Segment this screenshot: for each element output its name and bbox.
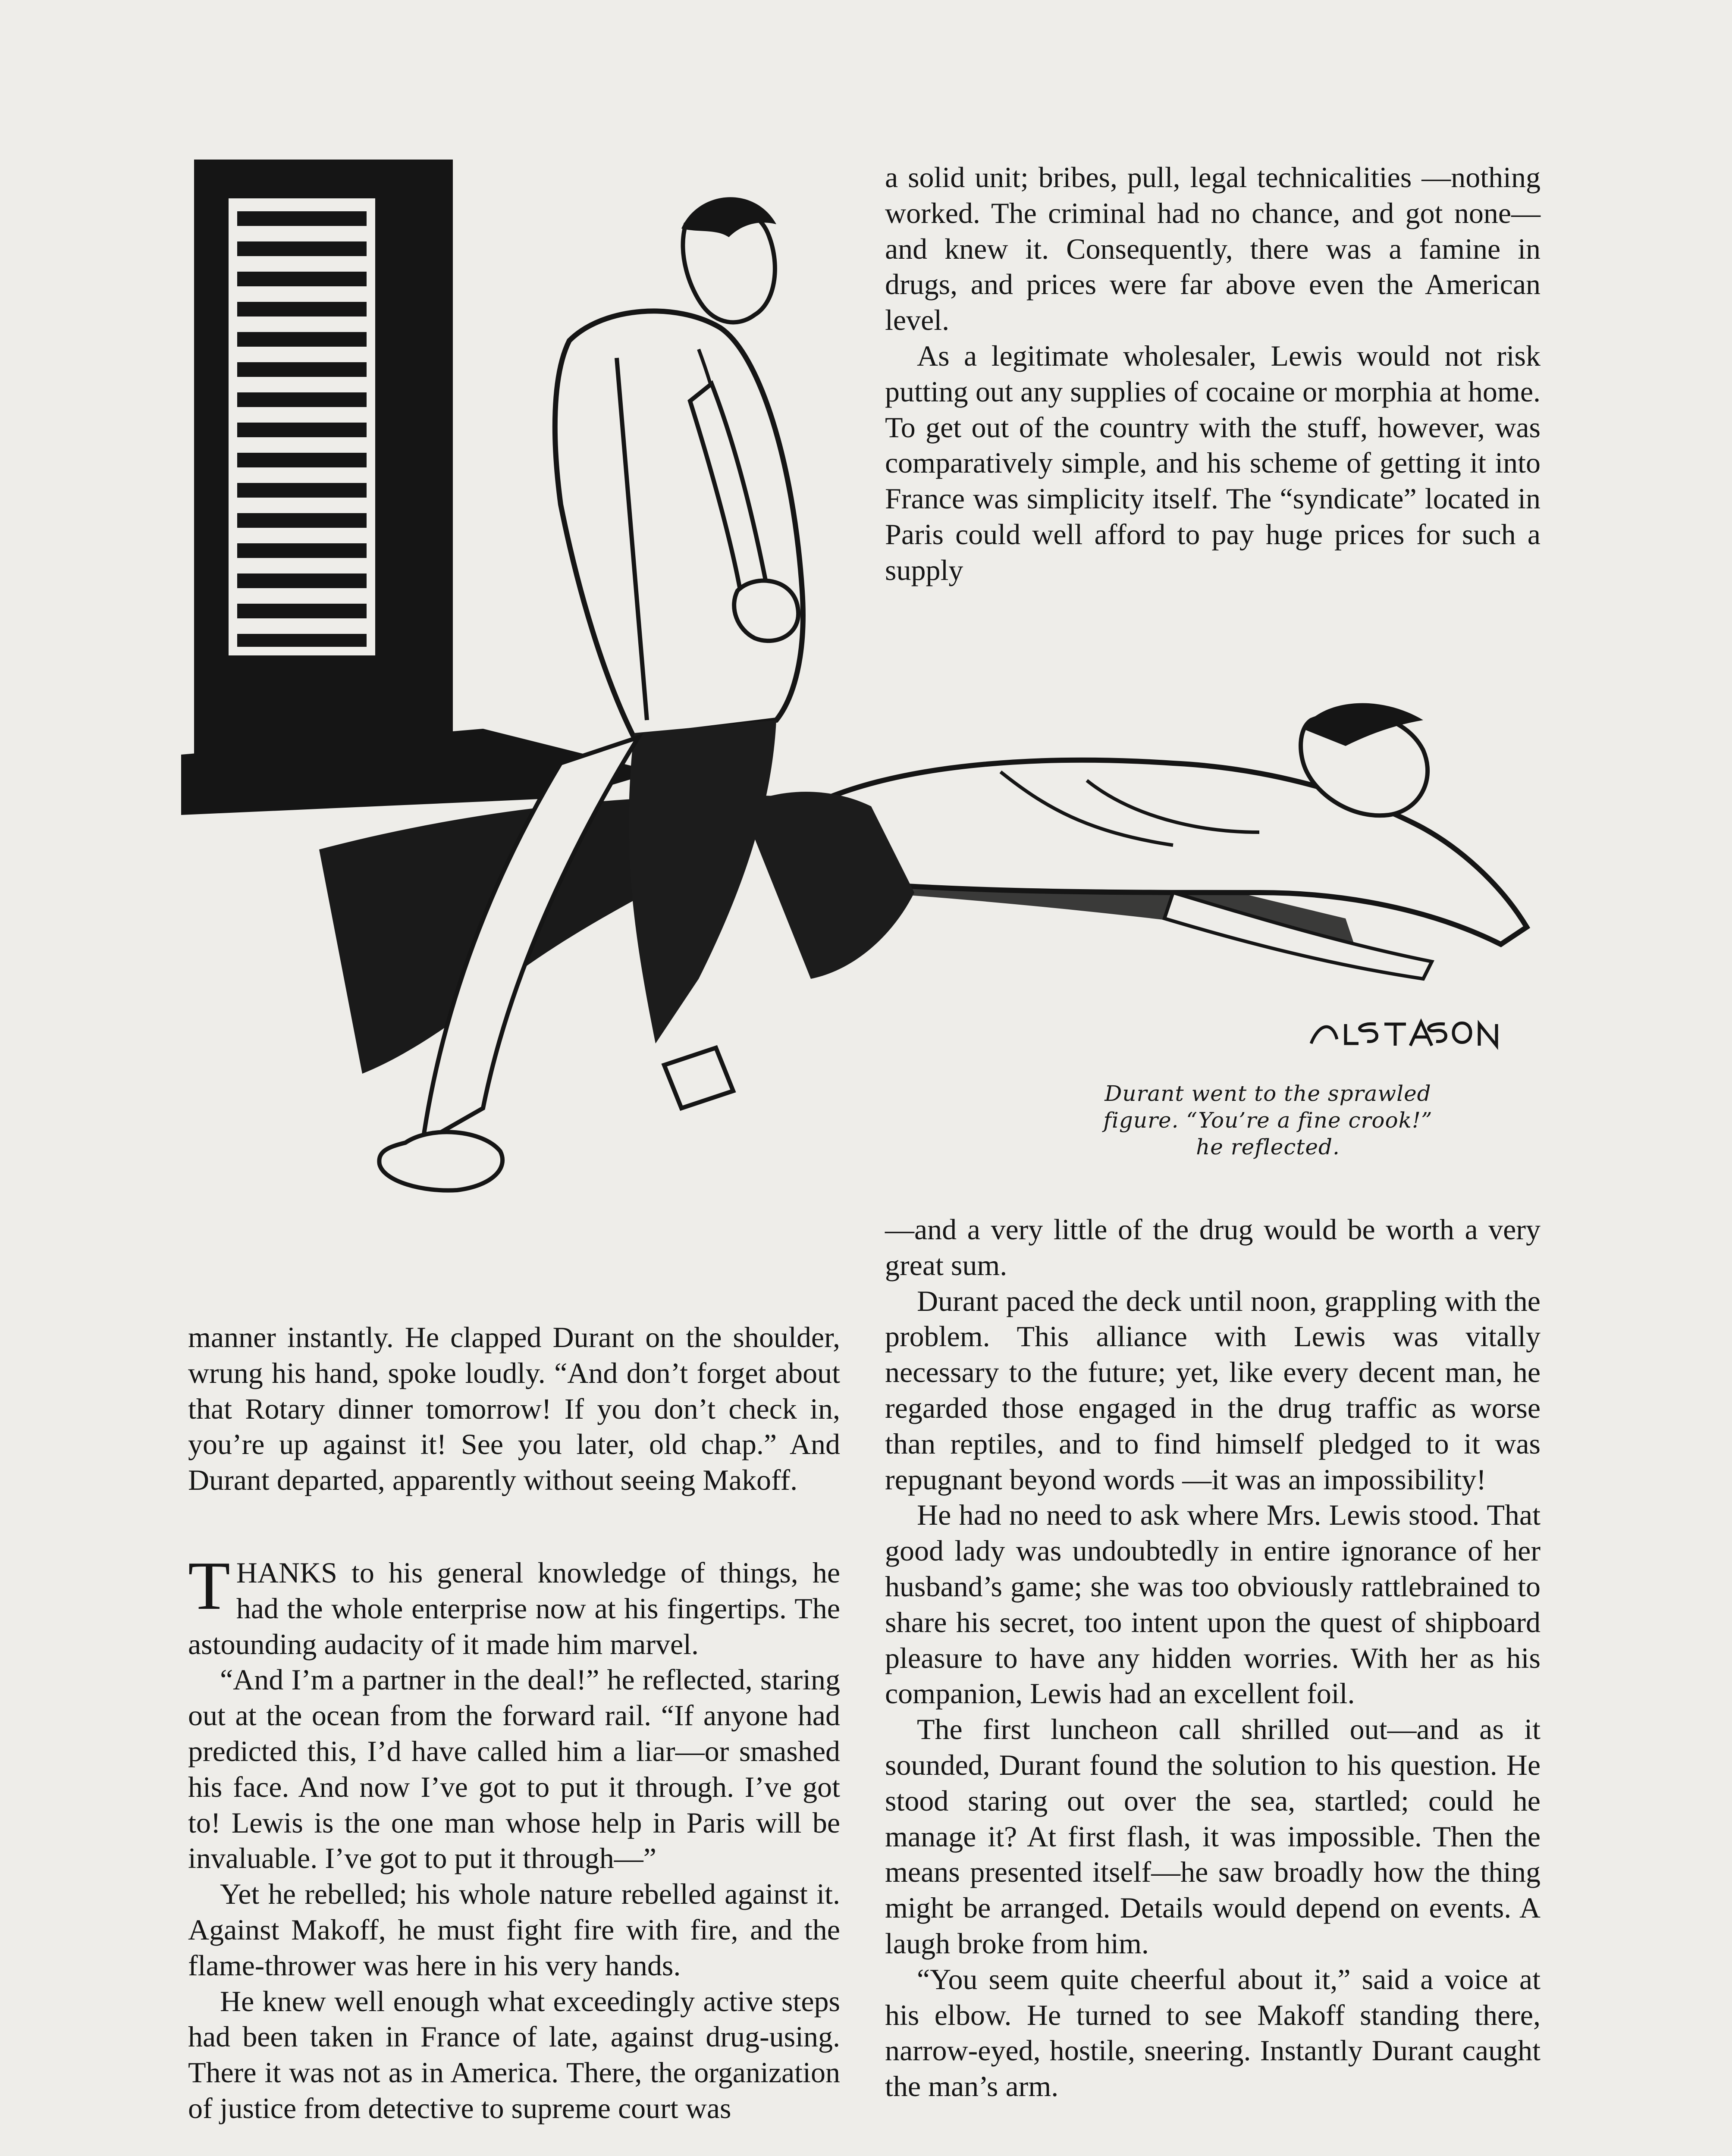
paragraph: Yet he rebelled; his whole nature rebelled against it. Against Makoff, he must fight fire with fire, and the flame-thrower was here in his very hands.	[188, 1877, 840, 1982]
paragraph: He knew well enough what exceedingly active steps had been taken in France of late, against drug-using. There it was not as in America. There, the organization of justice from detective to supreme court was	[188, 1984, 840, 2125]
paragraph: —and a very little of the drug would be worth a very great sum.	[885, 1213, 1541, 1282]
section-start-paragraph	[188, 1547, 840, 1662]
caption-line: figure. “You’re a fine crook!”	[1103, 1108, 1433, 1133]
paragraph: He had no need to ask where Mrs. Lewis stood. That good lady was undoubtedly in entire ignorance of her husband’s game; she was too obviously rattlebrained to share his secret, too intent upon the quest of shipboard pleasure to have any hidden worries. With her as his companion, Lewis had an excellent foil.	[885, 1498, 1541, 1710]
section-start-text: HANKS to his general knowledge of things, he had the whole enterprise now at his fingertips. The astounding audacity of it made him marvel.	[188, 1556, 840, 1661]
paragraph: The first luncheon call shrilled out—and as it sounded, Durant found the solution to his question. He stood staring out over the sea, startled; could he manage it? At first flash, it was impossible. Then the means presented itself—he saw broadly how the thing might be arranged. Details would depend on events. A laugh broke from him.	[885, 1713, 1541, 1960]
right-column-bottom	[885, 1212, 1541, 2104]
caption-line: he reflected.	[1196, 1134, 1340, 1159]
signature-drawing	[1307, 1013, 1509, 1052]
caption-line: Durant went to the sprawled	[1104, 1081, 1431, 1106]
paragraph: As a legitimate wholesaler, Lewis would not risk putting out any supplies of cocaine or morphia at home. To get out of the country with the stuff, however, was comparatively simple, and his scheme of getting it into France was simplicity itself. The “syndicate” located in Paris could well afford to pay huge prices for such a supply	[885, 339, 1541, 586]
paragraph: “You seem quite cheerful about it,” said a voice at his elbow. He turned to see Makoff standing there, narrow-eyed, hostile, sneering. Instantly Durant caught the man’s arm.	[885, 1962, 1541, 2103]
drop-cap: T	[188, 1547, 230, 1624]
paragraph: manner instantly. He clapped Durant on the shoulder, wrung his hand, spoke loudly. “And don’t forget about that Rotary dinner tomorrow! If you don’t check in, you’re up against it! See you later, old chap.” And Durant departed, apparently without seeing Makoff.	[188, 1321, 840, 1497]
illustration-caption	[1052, 1080, 1484, 1160]
right-column-top	[885, 160, 1541, 588]
paragraph: “And I’m a partner in the deal!” he reflected, staring out at the ocean from the forward rail. “If anyone had predicted this, I’d have called him a liar—or smashed his face. And now I’ve got to put it through. I’ve got to! Lewis is the one man whose help in Paris will be invaluable. I’ve got to put it through—”	[188, 1663, 840, 1875]
paragraph: Durant paced the deck until noon, grappling with the problem. This alliance with Lewis was vitally necessary to the future; yet, like every decent man, he regarded those engaged in the drug traffic as worse than reptiles, and to find himself pledged to it was repugnant beyond words —it was an impossibility!	[885, 1284, 1541, 1496]
illustrator-signature	[1307, 1013, 1509, 1052]
left-column	[188, 1319, 840, 2126]
paragraph: a solid unit; bribes, pull, legal technicalities —nothing worked. The criminal had no chance, and got none—and knew it. Consequently, there was a famine in drugs, and prices were far above even the American level.	[885, 161, 1541, 337]
